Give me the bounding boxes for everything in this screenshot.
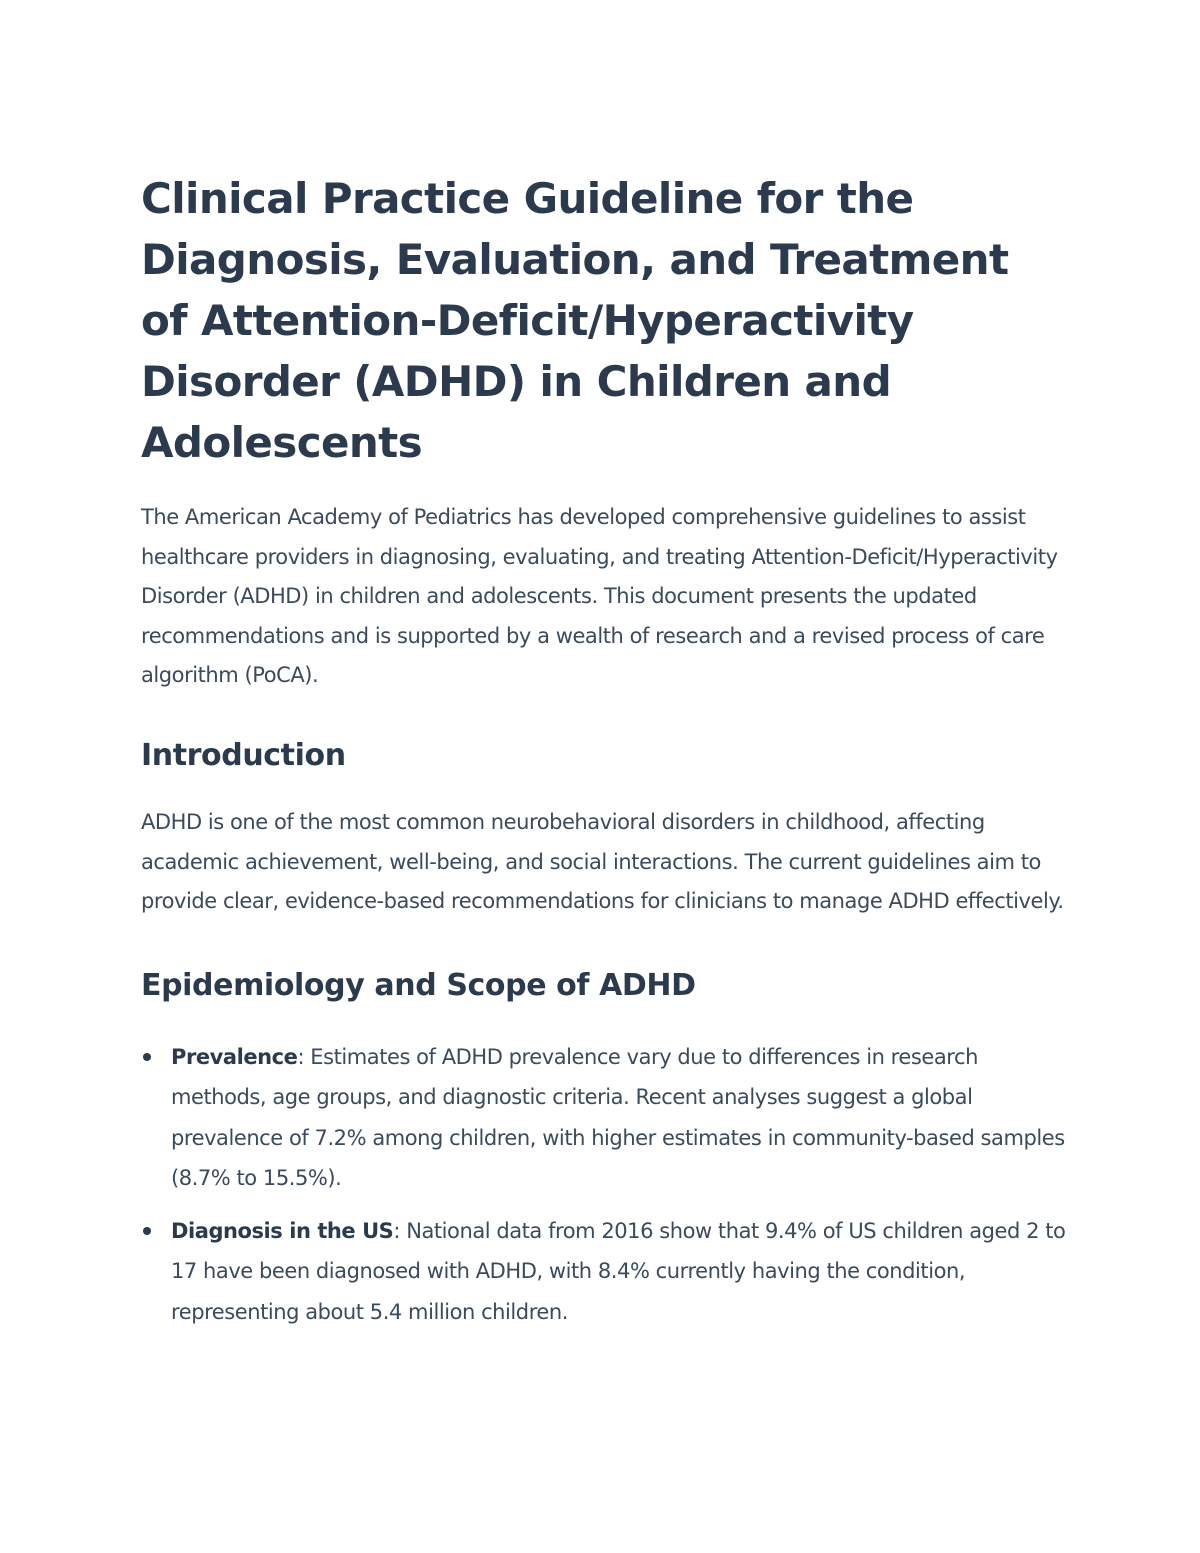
bullet-icon <box>143 1227 151 1235</box>
section-heading-epidemiology: Epidemiology and Scope of ADHD <box>141 967 696 1003</box>
document-title: Clinical Practice Guideline for the Diagnosis, Evaluation, and Treatment of Attention-Deficit/Hyperactivity Disorder (ADHD) in Children and Adolescents <box>141 174 1009 467</box>
list-item-term: Diagnosis in the US <box>171 1218 394 1243</box>
list-item-term: Prevalence <box>171 1044 298 1069</box>
summary-paragraph: The American Academy of Pediatrics has developed comprehensive guidelines to assist healthcare providers in diagnosing, evaluating, and treating Attention-Deficit/Hyperactivity Disorder (ADHD) in children and adolescents. This document presents the updated recommendations and is supported by a wealth of research and a revised process of care algorithm (PoCA). <box>141 505 1058 688</box>
section-heading-introduction: Introduction <box>141 737 346 773</box>
bullet-icon <box>143 1053 151 1061</box>
epidemiology-list <box>141 1037 1066 1333</box>
list-item-prevalence <box>141 1037 1066 1199</box>
introduction-paragraph: ADHD is one of the most common neurobehavioral disorders in childhood, affecting academic achievement, well-being, and social interactions. The current guidelines aim to provide clear, evidence-based recommendations for clinicians to manage ADHD effectively. <box>141 809 1064 914</box>
list-item-diagnosis-us <box>141 1211 1066 1333</box>
document-page <box>141 168 1066 1344</box>
list-item-text: : Estimates of ADHD prevalence vary due to differences in research methods, age groups, and diagnostic criteria. Recent analyses suggest a global prevalence of 7.2% among children, with higher estimates in community-based samples (8.7% to 15.5%). <box>171 1044 1065 1191</box>
list-item-text: : National data from 2016 show that 9.4% of US children aged 2 to 17 have been diagnosed with ADHD, with 8.4% currently having the condition, representing about 5.4 million children. <box>171 1218 1066 1324</box>
